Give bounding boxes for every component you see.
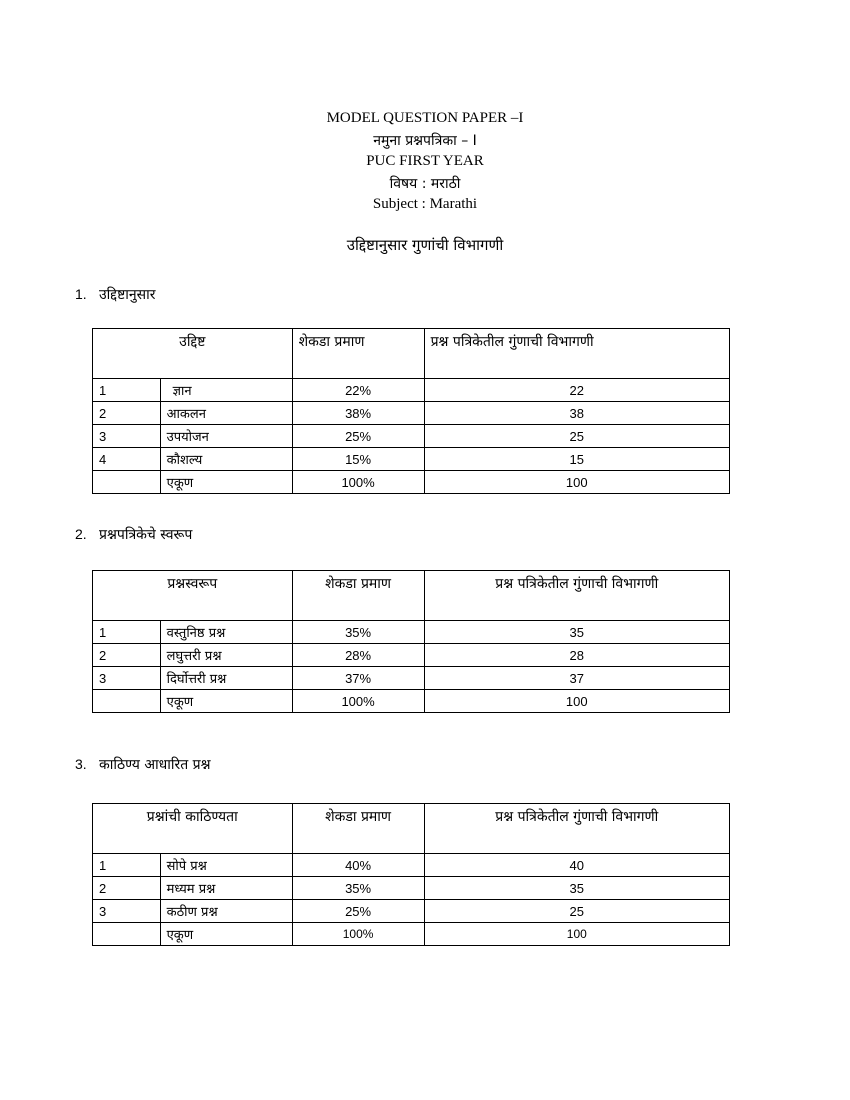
column-header-marks: प्रश्न पत्रिकेतील गुंणाची विभागणी <box>424 571 729 621</box>
paper-title-marathi: नमुना प्रश्नपत्रिका – I <box>373 133 477 149</box>
table-row: 3 दिर्घोत्तरी प्रश्न 37% 37 <box>93 667 730 690</box>
section-3-title: 3. काठिण्य आधारित प्रश्न <box>75 756 211 773</box>
table-row: 2 लघुत्तरी प्रश्न 28% 28 <box>93 644 730 667</box>
column-header-objective: उद्दिष्ट <box>93 329 293 379</box>
subject-marathi: विषय : मराठी <box>389 176 461 192</box>
table-row: 1 वस्तुनिष्ठ प्रश्न 35% 35 <box>93 621 730 644</box>
paper-title: MODEL QUESTION PAPER –I <box>326 110 524 126</box>
table-header-row <box>93 329 730 379</box>
table-total-row: एकूण 100% 100 <box>93 923 730 946</box>
table-row: 2 मध्यम प्रश्न 35% 35 <box>93 877 730 900</box>
page-subtitle: उद्दिष्टानुसार गुणांची विभागणी <box>346 236 504 254</box>
column-header-percent: शेकडा प्रमाण <box>292 804 424 854</box>
section-2-table <box>92 570 730 713</box>
section-1-title: 1. उद्दिष्टानुसार <box>75 286 156 303</box>
table-row: 4 कौशल्य 15% 15 <box>93 448 730 471</box>
table-row: 1 सोपे प्रश्न 40% 40 <box>93 854 730 877</box>
column-header-difficulty: प्रश्नांची काठिण्यता <box>93 804 293 854</box>
section-1-table <box>92 328 730 494</box>
table-total-row: एकूण 100% 100 <box>93 690 730 713</box>
section-2-title: 2. प्रश्नपत्रिकेचे स्वरूप <box>75 526 193 543</box>
column-header-marks: प्रश्न पत्रिकेतील गुंणाची विभागणी <box>424 804 729 854</box>
column-header-percent: शेकडा प्रमाण <box>292 571 424 621</box>
class-label: PUC FIRST YEAR <box>366 153 484 169</box>
table-header-row <box>93 571 730 621</box>
column-header-marks: प्रश्न पत्रिकेतील गुंणाची विभागणी <box>424 329 729 379</box>
column-header-question-type: प्रश्नस्वरूप <box>93 571 293 621</box>
table-total-row: एकूण 100% 100 <box>93 471 730 494</box>
table-row: 3 उपयोजन 25% 25 <box>93 425 730 448</box>
table-header-row <box>93 804 730 854</box>
subject-english: Subject : Marathi <box>372 196 478 212</box>
table-row: 1 ज्ञान 22% 22 <box>93 379 730 402</box>
table-row: 3 कठीण प्रश्न 25% 25 <box>93 900 730 923</box>
table-row: 2 आकलन 38% 38 <box>93 402 730 425</box>
section-3-table <box>92 803 730 946</box>
column-header-percent: शेकडा प्रमाण <box>292 329 424 379</box>
